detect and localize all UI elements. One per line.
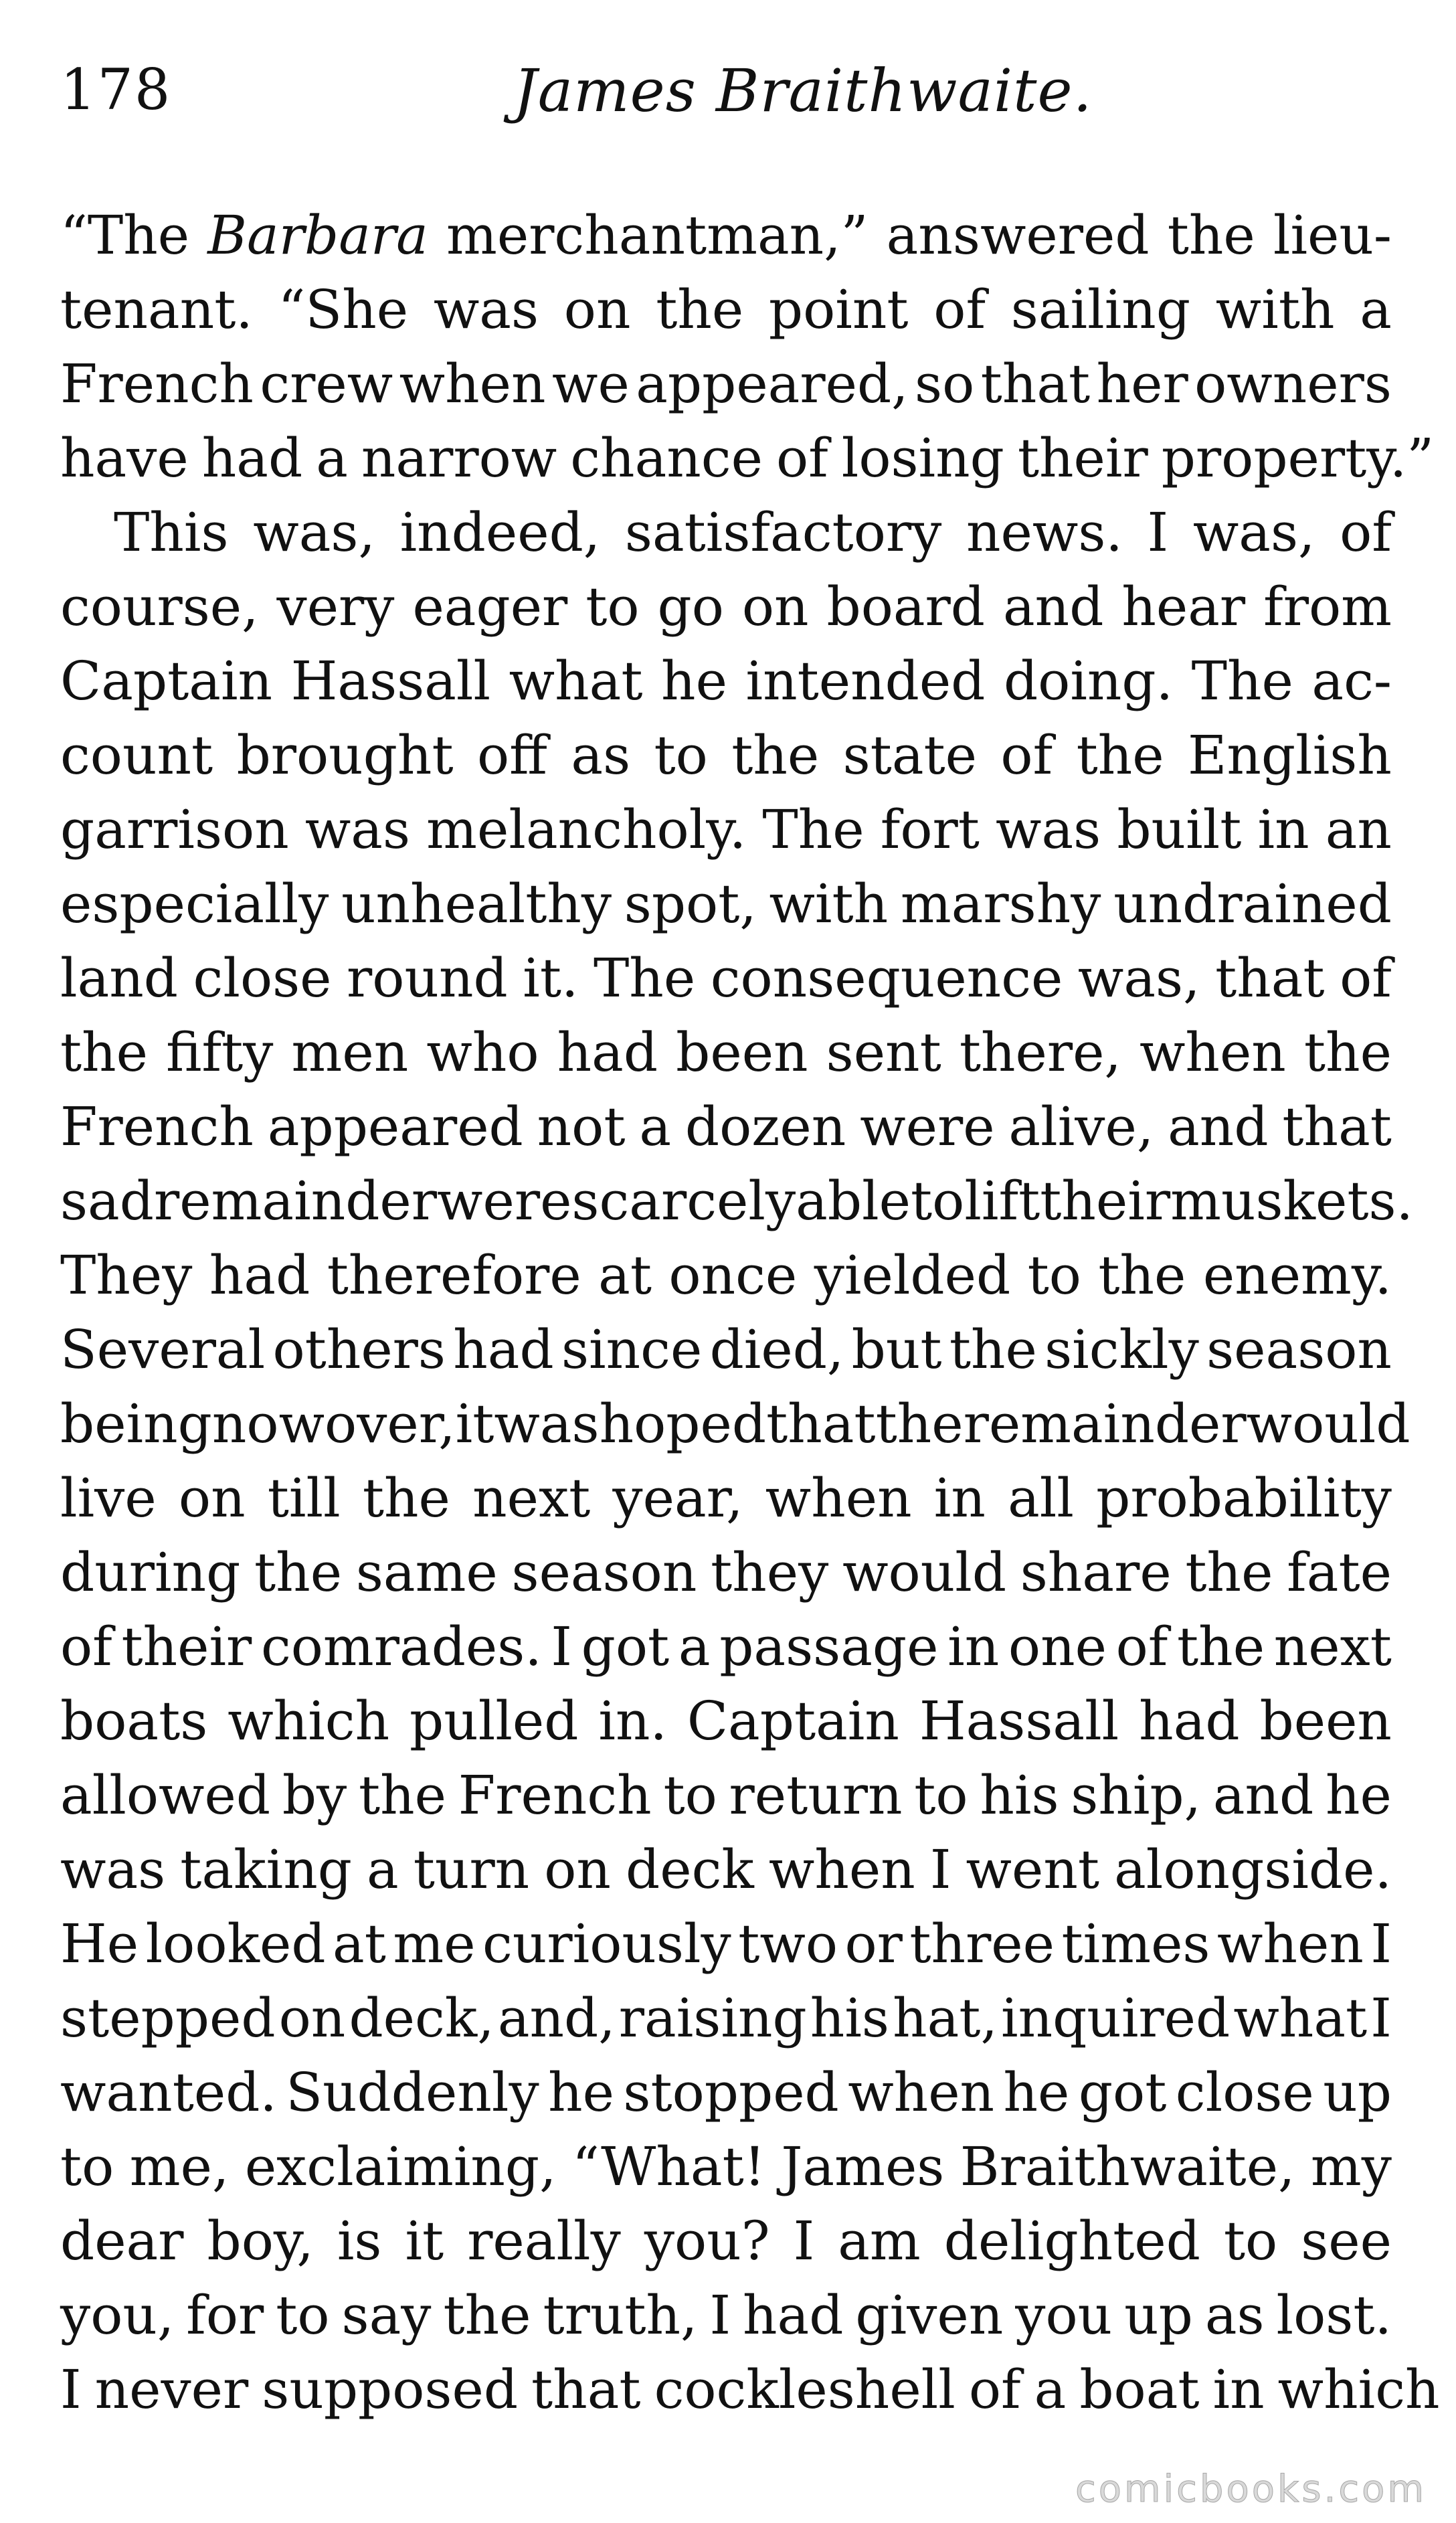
text-line: He looked at me curiously two or three times when I	[60, 1913, 1392, 1975]
page-number: 178	[60, 57, 172, 122]
text-line: This was, indeed, satisfactory news. I was, of	[114, 501, 1392, 563]
text-line: allowed by the French to return to his ship, and he	[60, 1764, 1392, 1826]
text-line: boats which pulled in. Captain Hassall had been	[60, 1690, 1392, 1752]
text-line: live on till the next year, when in all probability	[60, 1467, 1392, 1529]
text-line: have had a narrow chance of losing their property.”	[60, 427, 1435, 489]
text-line: land close round it. The consequence was, that of	[60, 947, 1392, 1009]
text-line: Several others had since died, but the sickly season	[60, 1318, 1392, 1381]
text-line: dear boy, is it really you? I am delighted to see	[60, 2210, 1392, 2272]
text-line: course, very eager to go on board and hear from	[60, 576, 1392, 638]
text-line: garrison was melancholy. The fort was built in an	[60, 798, 1392, 861]
text-line: during the same season they would share the fate	[60, 1541, 1392, 1603]
text-line: wanted. Suddenly he stopped when he got close up	[60, 2061, 1392, 2123]
body-text	[60, 198, 1440, 2427]
text-line: They had therefore at once yielded to the enemy.	[60, 1244, 1392, 1306]
text-line: “The Barbara merchantman,” answered the lieu-	[60, 204, 1392, 266]
text-line: sad remainder were scarcely able to lift their muskets.	[60, 1170, 1413, 1232]
text-line: I never supposed that cockleshell of a boat in which	[60, 2358, 1440, 2421]
page-header	[60, 56, 1392, 142]
text-line: tenant. “She was on the point of sailing with a	[60, 278, 1392, 341]
text-line: French appeared not a dozen were alive, and that	[60, 1096, 1392, 1158]
text-line: count brought off as to the state of the English	[60, 724, 1392, 786]
running-head: James Braithwaite.	[513, 56, 1093, 125]
text-line: Captain Hassall what he intended doing. The ac-	[60, 650, 1392, 712]
text-line: stepped on deck, and, raising his hat, inquired what I	[60, 1987, 1392, 2049]
text-line: you, for to say the truth, I had given you up as lost.	[60, 2284, 1392, 2346]
text-line: to me, exclaiming, “What! James Braithwaite, my	[60, 2136, 1392, 2198]
text-line: especially unhealthy spot, with marshy undrained	[60, 873, 1392, 935]
text-line: was taking a turn on deck when I went alongside.	[60, 1838, 1392, 1901]
text-line: being now over, it was hoped that the remainder would	[60, 1393, 1410, 1455]
watermark: comicbooks.com	[1075, 2467, 1427, 2511]
text-line: French crew when we appeared, so that her owners	[60, 353, 1392, 415]
text-line: of their comrades. I got a passage in one of the next	[60, 1616, 1392, 1678]
text-line: the fifty men who had been sent there, when the	[60, 1021, 1392, 1083]
